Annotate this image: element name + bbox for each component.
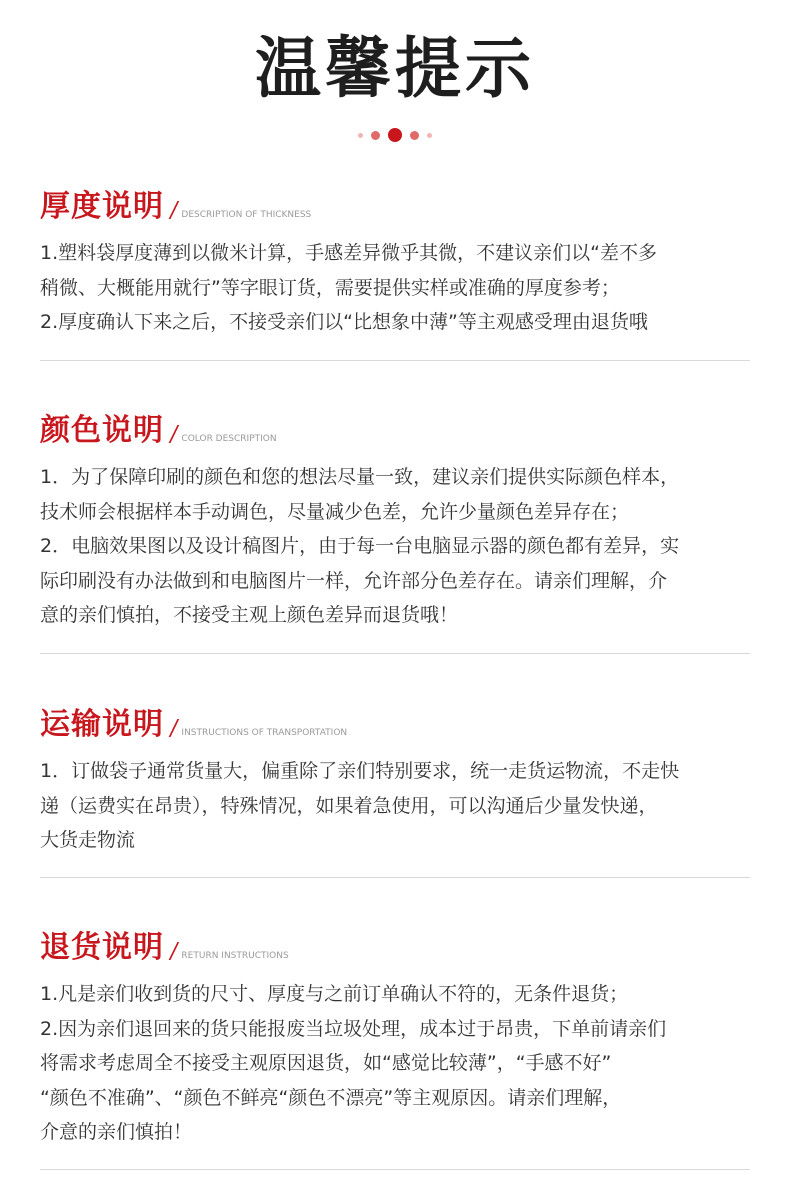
text-line: 1.凡是亲们收到货的尺寸、厚度与之前订单确认不符的，无条件退货； <box>40 983 629 1005</box>
text-line: 意的亲们慎拍，不接受主观上颜色差异而退货哦！ <box>40 604 459 626</box>
text-line: 1.塑料袋厚度薄到以微米计算，手感差异微乎其微，不建议亲们以“差不多 <box>40 242 657 264</box>
section-heading <box>40 182 750 222</box>
text-line: 介意的亲们慎拍！ <box>40 1121 193 1143</box>
divider <box>40 877 750 878</box>
section-slash: / <box>167 198 180 223</box>
section-thickness <box>40 182 750 340</box>
text-line: “颜色不准确”、“颜色不鲜亮“颜色不漂亮”等主观原因。请亲们理解， <box>40 1086 622 1109</box>
dot-medium-right <box>410 131 419 140</box>
section-color <box>40 406 750 633</box>
dot-medium-left <box>371 131 380 140</box>
dot-small-right <box>427 133 432 138</box>
text-line: 际印刷没有办法做到和电脑图片一样，允许部分色差存在。请亲们理解，介 <box>40 569 668 592</box>
text-line: 1．为了保障印刷的颜色和您的想法尽量一致，建议亲们提供实际颜色样本， <box>40 466 680 488</box>
section-subtitle: DESCRIPTION OF THICKNESS <box>181 210 312 220</box>
text-line: 2．电脑效果图以及设计稿图片，由于每一台电脑显示器的颜色都有差异，实 <box>40 535 680 557</box>
section-body <box>40 977 750 1150</box>
section-title: 厚度说明 <box>40 189 164 224</box>
decorative-dots <box>0 127 790 143</box>
dot-center <box>388 128 402 142</box>
dot-small-left <box>358 133 363 138</box>
text-line: 大货走物流 <box>40 829 136 851</box>
section-subtitle: INSTRUCTIONS OF TRANSPORTATION <box>181 728 348 738</box>
text-line: 2.因为亲们退回来的货只能报废当垃圾处理，成本过于昂贵，下单前请亲们 <box>40 1017 667 1040</box>
section-returns <box>40 923 750 1150</box>
text-line: 递（运费实在昂贵），特殊情况，如果着急使用，可以沟通后少量发快递， <box>40 794 658 817</box>
section-body <box>40 236 750 340</box>
page-title: 温馨提示 <box>255 30 535 107</box>
text-line: 技术师会根据样本手动调色，尽量减少色差，允许少量颜色差异存在； <box>40 500 630 523</box>
text-line: 将需求考虑周全不接受主观原因退货，如“感觉比较薄”，“手感不好” <box>40 1052 612 1074</box>
section-title: 运输说明 <box>40 707 164 742</box>
section-body <box>40 754 750 858</box>
section-title: 颜色说明 <box>40 413 164 448</box>
section-subtitle: RETURN INSTRUCTIONS <box>181 951 289 961</box>
section-heading <box>40 923 750 963</box>
divider <box>40 653 750 654</box>
divider <box>40 1169 750 1170</box>
section-heading <box>40 406 750 446</box>
text-line: 2.厚度确认下来之后，不接受亲们以“比想象中薄”等主观感受理由退货哦 <box>40 311 648 333</box>
section-title: 退货说明 <box>40 930 164 965</box>
section-slash: / <box>167 422 180 447</box>
section-transport <box>40 700 750 858</box>
section-slash: / <box>167 939 180 964</box>
text-line: 稍微、大概能用就行”等字眼订货，需要提供实样或准确的厚度参考； <box>40 276 620 299</box>
text-line: 1．订做袋子通常货量大，偏重除了亲们特别要求，统一走货运物流，不走快 <box>40 760 680 782</box>
section-subtitle: COLOR DESCRIPTION <box>181 434 277 444</box>
section-heading <box>40 700 750 740</box>
section-body <box>40 460 750 633</box>
divider <box>40 360 750 361</box>
section-slash: / <box>167 716 180 741</box>
